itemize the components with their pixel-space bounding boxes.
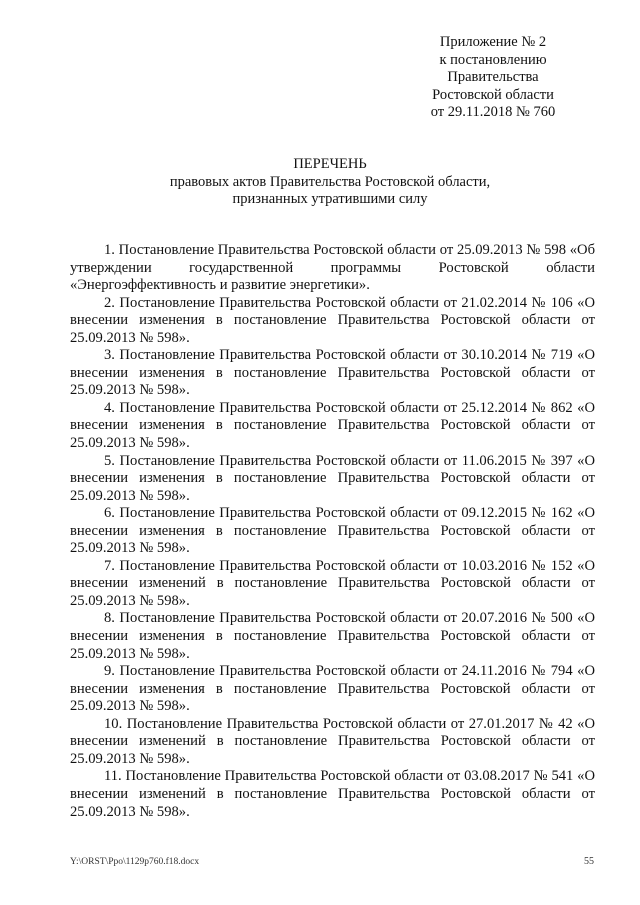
appendix-line: Правительства <box>447 69 539 86</box>
acts-list <box>70 242 595 821</box>
list-item: 11. Постановление Правительства Ростовской области от 03.08.2017 № 541 «О внесении изменений в постановление Правительства Ростовской области от 25.09.2013 № 598». <box>70 768 595 820</box>
document-title <box>60 156 600 209</box>
list-item: 3. Постановление Правительства Ростовской области от 30.10.2014 № 719 «О внесении изменения в постановление Правительства Ростовской области от 25.09.2013 № 598». <box>70 347 595 399</box>
list-item: 1. Постановление Правительства Ростовской области от 25.09.2013 № 598 «Об утверждении государственной программы Ростовской области «Энергоэффективность и развитие энергетики». <box>70 242 595 294</box>
footer-file-path: Y:\ORST\Ppo\1129p760.f18.docx <box>70 857 200 867</box>
title-subtitle-line: правовых актов Правительства Ростовской области, <box>169 173 491 190</box>
list-item: 6. Постановление Правительства Ростовской области от 09.12.2015 № 162 «О внесении изменения в постановление Правительства Ростовской области от 25.09.2013 № 598». <box>70 505 595 557</box>
list-item: 10. Постановление Правительства Ростовской области от 27.01.2017 № 42 «О внесении изменений в постановление Правительства Ростовской области от 25.09.2013 № 598». <box>70 715 595 767</box>
appendix-line: к постановлению <box>439 51 547 68</box>
list-item: 5. Постановление Правительства Ростовской области от 11.06.2015 № 397 «О внесении изменения в постановление Правительства Ростовской области от 25.09.2013 № 598». <box>70 452 595 504</box>
appendix-block <box>400 34 586 122</box>
appendix-line: от 29.11.2018 № 760 <box>430 104 556 121</box>
list-item: 9. Постановление Правительства Ростовской области от 24.11.2016 № 794 «О внесении изменения в постановление Правительства Ростовской области от 25.09.2013 № 598». <box>70 663 595 715</box>
appendix-line: Ростовской области <box>432 86 554 103</box>
title-heading: ПЕРЕЧЕНЬ <box>293 156 367 172</box>
list-item: 4. Постановление Правительства Ростовской области от 25.12.2014 № 862 «О внесении изменения в постановление Правительства Ростовской области от 25.09.2013 № 598». <box>70 399 595 452</box>
list-item: 7. Постановление Правительства Ростовской области от 10.03.2016 № 152 «О внесении изменений в постановление Правительства Ростовской области от 25.09.2013 № 598». <box>70 557 595 609</box>
appendix-line: Приложение № 2 <box>439 34 547 50</box>
page-number: 55 <box>584 856 594 867</box>
list-item: 8. Постановление Правительства Ростовской области от 20.07.2016 № 500 «О внесении изменения в постановление Правительства Ростовской области от 25.09.2013 № 598». <box>70 610 595 662</box>
title-subtitle-line: признанных утратившими силу <box>232 191 428 208</box>
list-item: 2. Постановление Правительства Ростовской области от 21.02.2014 № 106 «О внесении изменения в постановление Правительства Ростовской области от 25.09.2013 № 598». <box>70 294 595 346</box>
